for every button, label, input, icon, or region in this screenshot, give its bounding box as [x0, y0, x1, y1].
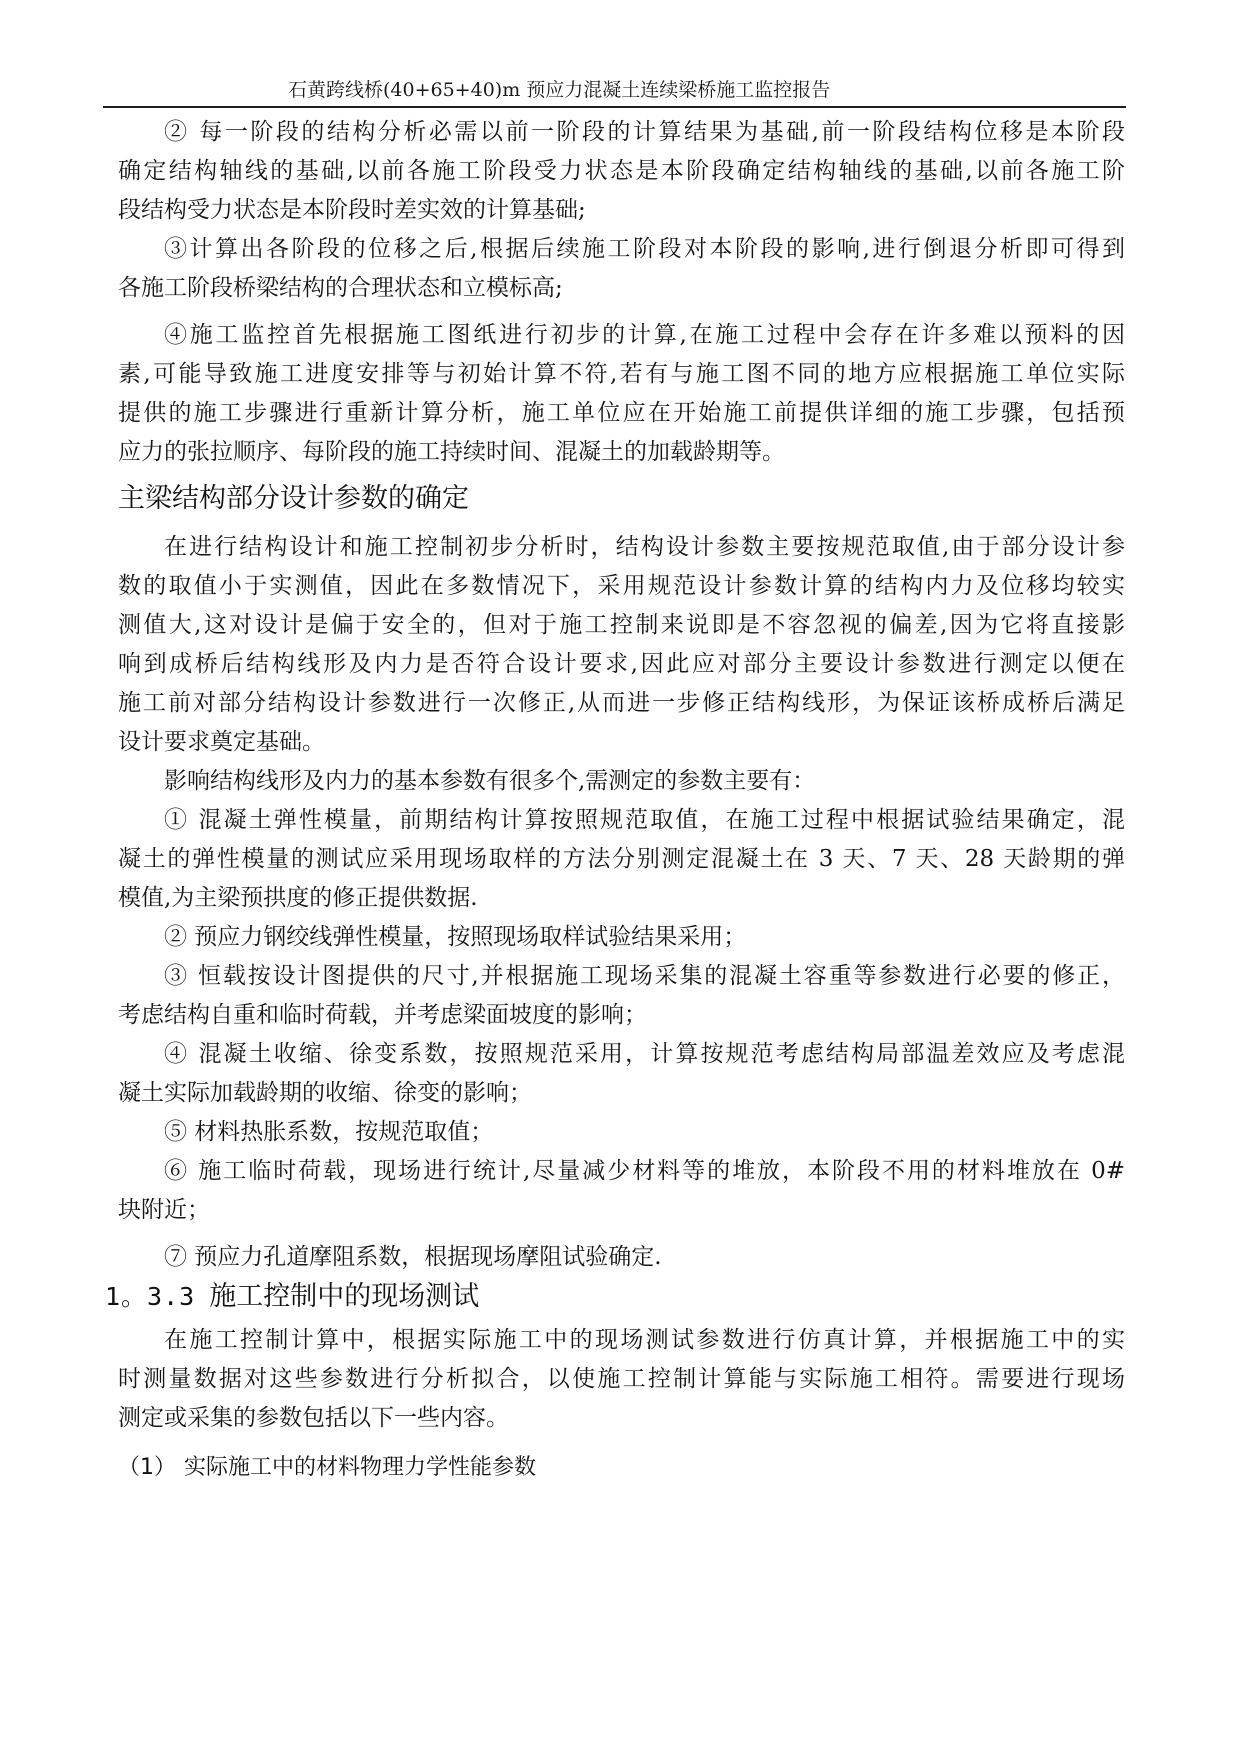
text-line: ⑦ 预应力孔道摩阻系数，根据现场摩阻试验确定.	[164, 1244, 662, 1270]
page-body	[105, 113, 1125, 1487]
paragraph-step-3	[118, 230, 1125, 308]
text-line: 块附近；	[118, 1197, 210, 1223]
text-line: ⑥ 施工临时荷载，现场进行统计,尽量减少材料等的堆放，本阶段不用的材料堆放在 0#	[164, 1158, 1125, 1184]
text-line: 提供的施工步骤进行重新计算分析，施工单位应在开始施工前提供详细的施工步骤，包括预	[118, 400, 1125, 426]
text-line: ④施工监控首先根据施工图纸进行初步的计算,在施工过程中会存在许多难以预料的因	[164, 322, 1125, 348]
text-line: 设计要求奠定基础。	[118, 729, 325, 755]
text-line: ③ 恒载按设计图提供的尺寸,并根据施工现场采集的混凝土容重等参数进行必要的修正，	[164, 963, 1125, 989]
subsection-number: （1）	[118, 1455, 176, 1480]
section-title: 施工控制中的现场测试	[209, 1281, 480, 1312]
text-line: ① 混凝土弹性模量，前期结构计算按照规范取值，在施工过程中根据试验结果确定，混	[164, 807, 1125, 833]
header-rule	[103, 106, 1126, 108]
text-line: 响到成桥后结构线形及内力是否符合设计要求,因此应对部分主要设计参数进行测定以便在	[118, 651, 1125, 677]
text-line: 施工前对部分结构设计参数进行一次修正,从而进一步修正结构线形，为保证该桥成桥后满足	[118, 690, 1125, 716]
subsection-title: 实际施工中的材料物理力学性能参数	[184, 1455, 537, 1480]
text-line: 在进行结构设计和施工控制初步分析时，结构设计参数主要按规范取值,由于部分设计参	[164, 534, 1125, 560]
list-item-param-4	[118, 1035, 1125, 1113]
text-line: 考虑结构自重和临时荷载，并考虑梁面坡度的影响；	[118, 1002, 647, 1028]
text-line: 段结构受力状态是本阶段时差实效的计算基础;	[118, 197, 586, 223]
paragraph-step-4	[118, 316, 1125, 472]
section-heading-field-test	[105, 1277, 1125, 1317]
list-item-param-2	[118, 918, 1125, 957]
list-item-param-1	[118, 801, 1125, 918]
text-line: ④ 混凝土收缩、徐变系数，按照规范采用，计算按规范考虑结构局部温差效应及考虑混	[164, 1041, 1125, 1067]
text-line: ② 预应力钢绞线弹性模量，按照现场取样试验结果采用；	[164, 924, 747, 950]
text-line: 时测量数据对这些参数进行分析拟合，以使施工控制计算能与实际施工相符。需要进行现场	[118, 1366, 1125, 1392]
section-number: 1。3.3	[105, 1282, 196, 1311]
text-line: 测值大,这对设计是偏于安全的，但对于施工控制来说即是不容忽视的偏差,因为它将直接影	[118, 612, 1125, 638]
text-line: 凝土实际加载龄期的收缩、徐变的影响；	[118, 1080, 532, 1106]
subsection-heading	[118, 1448, 1125, 1487]
section-heading-design-params: 主梁结构部分设计参数的确定	[118, 483, 469, 514]
text-line: 应力的张拉顺序、每阶段的施工持续时间、混凝土的加载龄期等。	[118, 439, 785, 465]
text-line: 素,可能导致施工进度安排等与初始计算不符,若有与施工图不同的地方应根据施工单位实际	[118, 361, 1125, 387]
text-line: ② 每一阶段的结构分析必需以前一阶段的计算结果为基础,前一阶段结构位移是本阶段	[164, 119, 1125, 145]
running-header: 石黄跨线桥(40+65+40)m 预应力混凝土连续梁桥施工监控报告	[288, 79, 831, 101]
paragraph-step-2	[118, 113, 1125, 230]
text-line: ③计算出各阶段的位移之后,根据后续施工阶段对本阶段的影响,进行倒退分析即可得到	[164, 236, 1125, 262]
paragraph-params-intro	[118, 528, 1125, 762]
paragraph-field-test-intro	[118, 1321, 1125, 1438]
list-item-param-3	[118, 957, 1125, 1035]
text-line: 模值,为主梁预拱度的修正提供数据.	[118, 885, 478, 911]
paragraph-params-lead	[118, 762, 1125, 801]
text-line: 数的取值小于实测值，因此在多数情况下，采用规范设计参数计算的结构内力及位移均较实	[118, 573, 1125, 599]
list-item-param-5	[118, 1113, 1125, 1152]
list-item-param-6	[118, 1152, 1125, 1230]
text-line: 在施工控制计算中，根据实际施工中的现场测试参数进行仿真计算，并根据施工中的实	[164, 1327, 1125, 1353]
text-line: 影响结构线形及内力的基本参数有很多个,需测定的参数主要有：	[164, 768, 816, 794]
text-line: 各施工阶段桥梁结构的合理状态和立模标高;	[118, 275, 563, 301]
text-line: 凝土的弹性模量的测试应采用现场取样的方法分别测定混凝土在 3 天、7 天、28 天龄期的弹	[118, 846, 1125, 872]
list-item-param-7	[118, 1238, 1125, 1277]
text-line: 确定结构轴线的基础,以前各施工阶段受力状态是本阶段确定结构轴线的基础,以前各施工阶	[118, 158, 1125, 184]
text-line: 测定或采集的参数包括以下一些内容。	[118, 1405, 509, 1431]
text-line: ⑤ 材料热胀系数，按规范取值；	[164, 1119, 494, 1145]
